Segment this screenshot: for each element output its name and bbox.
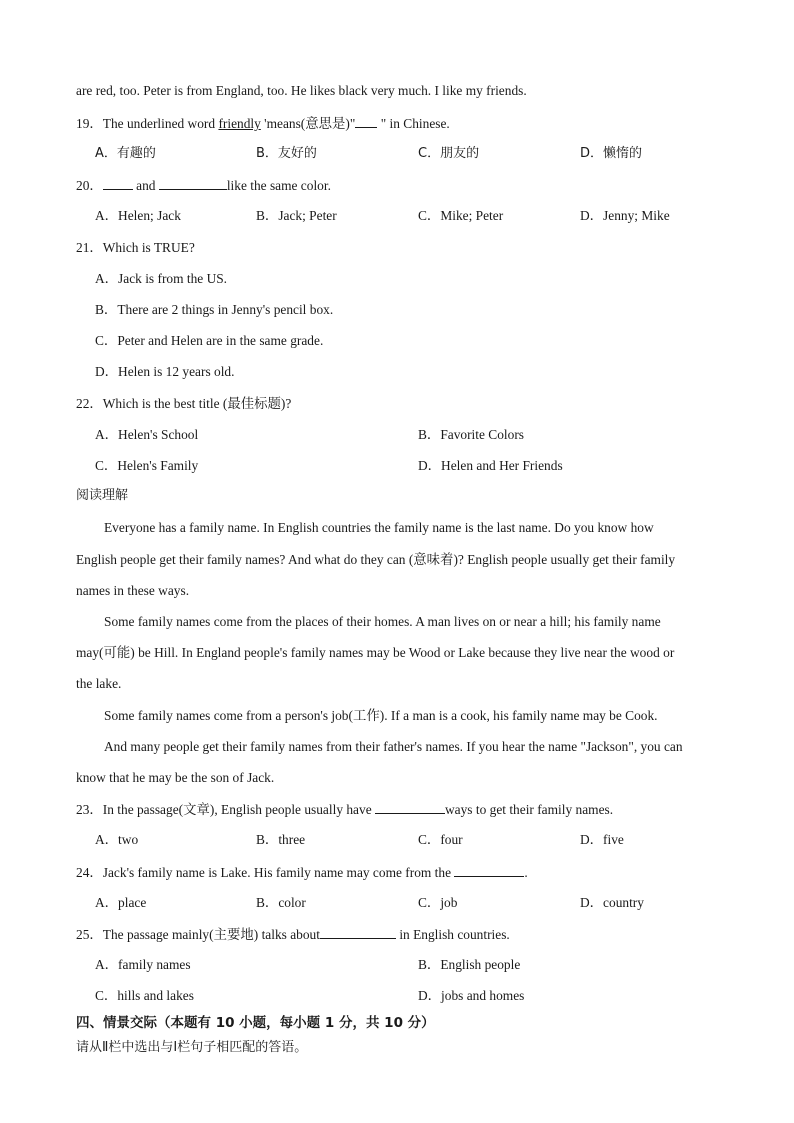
option-b[interactable]: B．three xyxy=(256,832,306,847)
option-d[interactable]: D．Jenny; Mike xyxy=(580,208,670,223)
stem-text: ways to get their family names. xyxy=(445,802,614,817)
question-number: 19． xyxy=(76,116,103,131)
option-c[interactable]: C．Peter and Helen are in the same grade. xyxy=(95,333,324,348)
passage-line: names in these ways. xyxy=(76,583,190,598)
option-b[interactable]: B．Favorite Colors xyxy=(418,427,525,442)
option-b[interactable]: B．English people xyxy=(418,957,521,972)
question-19-stem xyxy=(76,115,450,132)
option-a[interactable]: A．有趣的 xyxy=(95,146,156,161)
question-25-stem xyxy=(76,926,510,943)
option-a[interactable]: A．place xyxy=(95,895,147,910)
option-d[interactable]: D．Helen is 12 years old. xyxy=(95,364,235,379)
stem-text: in English countries. xyxy=(395,927,510,942)
option-b[interactable]: B．友好的 xyxy=(256,146,317,161)
option-a[interactable]: A．Helen's School xyxy=(95,427,199,442)
question-22-stem: 22．Which is the best title (最佳标题)? xyxy=(76,396,292,411)
answer-blank[interactable] xyxy=(103,177,133,190)
option-d[interactable]: D．five xyxy=(580,832,624,847)
question-number: 20． xyxy=(76,178,103,193)
stem-text: 25．The passage mainly(主要地) talks about xyxy=(76,927,320,942)
option-b[interactable]: B．There are 2 things in Jenny's pencil box. xyxy=(95,302,334,317)
option-a[interactable]: A．family names xyxy=(95,957,191,972)
passage-line: know that he may be the son of Jack. xyxy=(76,770,275,785)
option-d[interactable]: D．country xyxy=(580,895,644,910)
option-d[interactable]: D．懒惰的 xyxy=(580,146,643,161)
passage-tail-line: are red, too. Peter is from England, too. He likes black very much. I like my friends. xyxy=(76,83,527,98)
underlined-word: friendly xyxy=(218,116,261,131)
passage-line: And many people get their family names from their father's names. If you hear the name "Jackson", you can xyxy=(104,739,683,754)
stem-text: 'means(意思是)" xyxy=(260,116,356,131)
answer-blank[interactable] xyxy=(375,801,445,814)
option-d[interactable]: D．Helen and Her Friends xyxy=(418,458,563,473)
option-c[interactable]: C．Helen's Family xyxy=(95,458,199,473)
answer-blank[interactable] xyxy=(320,926,396,939)
passage-line: Some family names come from a person's job(工作). If a man is a cook, his family name may be Cook. xyxy=(104,708,658,723)
stem-text: like the same color. xyxy=(226,178,331,193)
section-4-instruction: 请从Ⅱ栏中选出与Ⅰ栏句子相匹配的答语。 xyxy=(76,1040,308,1055)
question-23-stem xyxy=(76,801,613,818)
passage-line: English people get their family names? And what do they can (意味着)? English people usually get their family xyxy=(76,552,676,567)
answer-blank[interactable] xyxy=(355,115,377,128)
passage-line: may(可能) be Hill. In England people's family names may be Wood or Lake because they live near the wood or xyxy=(76,645,675,660)
section-label-reading: 阅读理解 xyxy=(76,488,129,503)
option-a[interactable]: A．Jack is from the US. xyxy=(95,271,228,286)
option-b[interactable]: B．Jack; Peter xyxy=(256,208,337,223)
passage-line: Some family names come from the places of their homes. A man lives on or near a hill; his family name xyxy=(104,614,661,629)
option-d[interactable]: D．jobs and homes xyxy=(418,988,525,1003)
option-a[interactable]: A．Helen; Jack xyxy=(95,208,181,223)
answer-blank[interactable] xyxy=(454,864,524,877)
option-c[interactable]: C．Mike; Peter xyxy=(418,208,504,223)
answer-blank[interactable] xyxy=(159,177,227,190)
option-c[interactable]: C．hills and lakes xyxy=(95,988,194,1003)
passage-line: the lake. xyxy=(76,676,122,691)
question-21-stem: 21．Which is TRUE? xyxy=(76,240,195,255)
question-20-stem xyxy=(76,177,331,194)
stem-text: " in Chinese. xyxy=(377,116,450,131)
question-24-stem xyxy=(76,864,528,881)
option-c[interactable]: C．job xyxy=(418,895,458,910)
stem-text: and xyxy=(132,178,159,193)
passage-line: Everyone has a family name. In English countries the family name is the last name. Do you know how xyxy=(104,520,654,535)
option-b[interactable]: B．color xyxy=(256,895,306,910)
stem-text: 24．Jack's family name is Lake. His family name may come from the xyxy=(76,865,455,880)
option-c[interactable]: C．four xyxy=(418,832,463,847)
section-4-heading: 四、情景交际（本题有 10 小题，每小题 1 分，共 10 分） xyxy=(76,1015,435,1031)
stem-text: 23．In the passage(文章), English people usually have xyxy=(76,802,375,817)
option-c[interactable]: C．朋友的 xyxy=(418,146,480,161)
stem-text: . xyxy=(524,865,528,880)
stem-text: The underlined word xyxy=(102,116,219,131)
option-a[interactable]: A．two xyxy=(95,832,139,847)
